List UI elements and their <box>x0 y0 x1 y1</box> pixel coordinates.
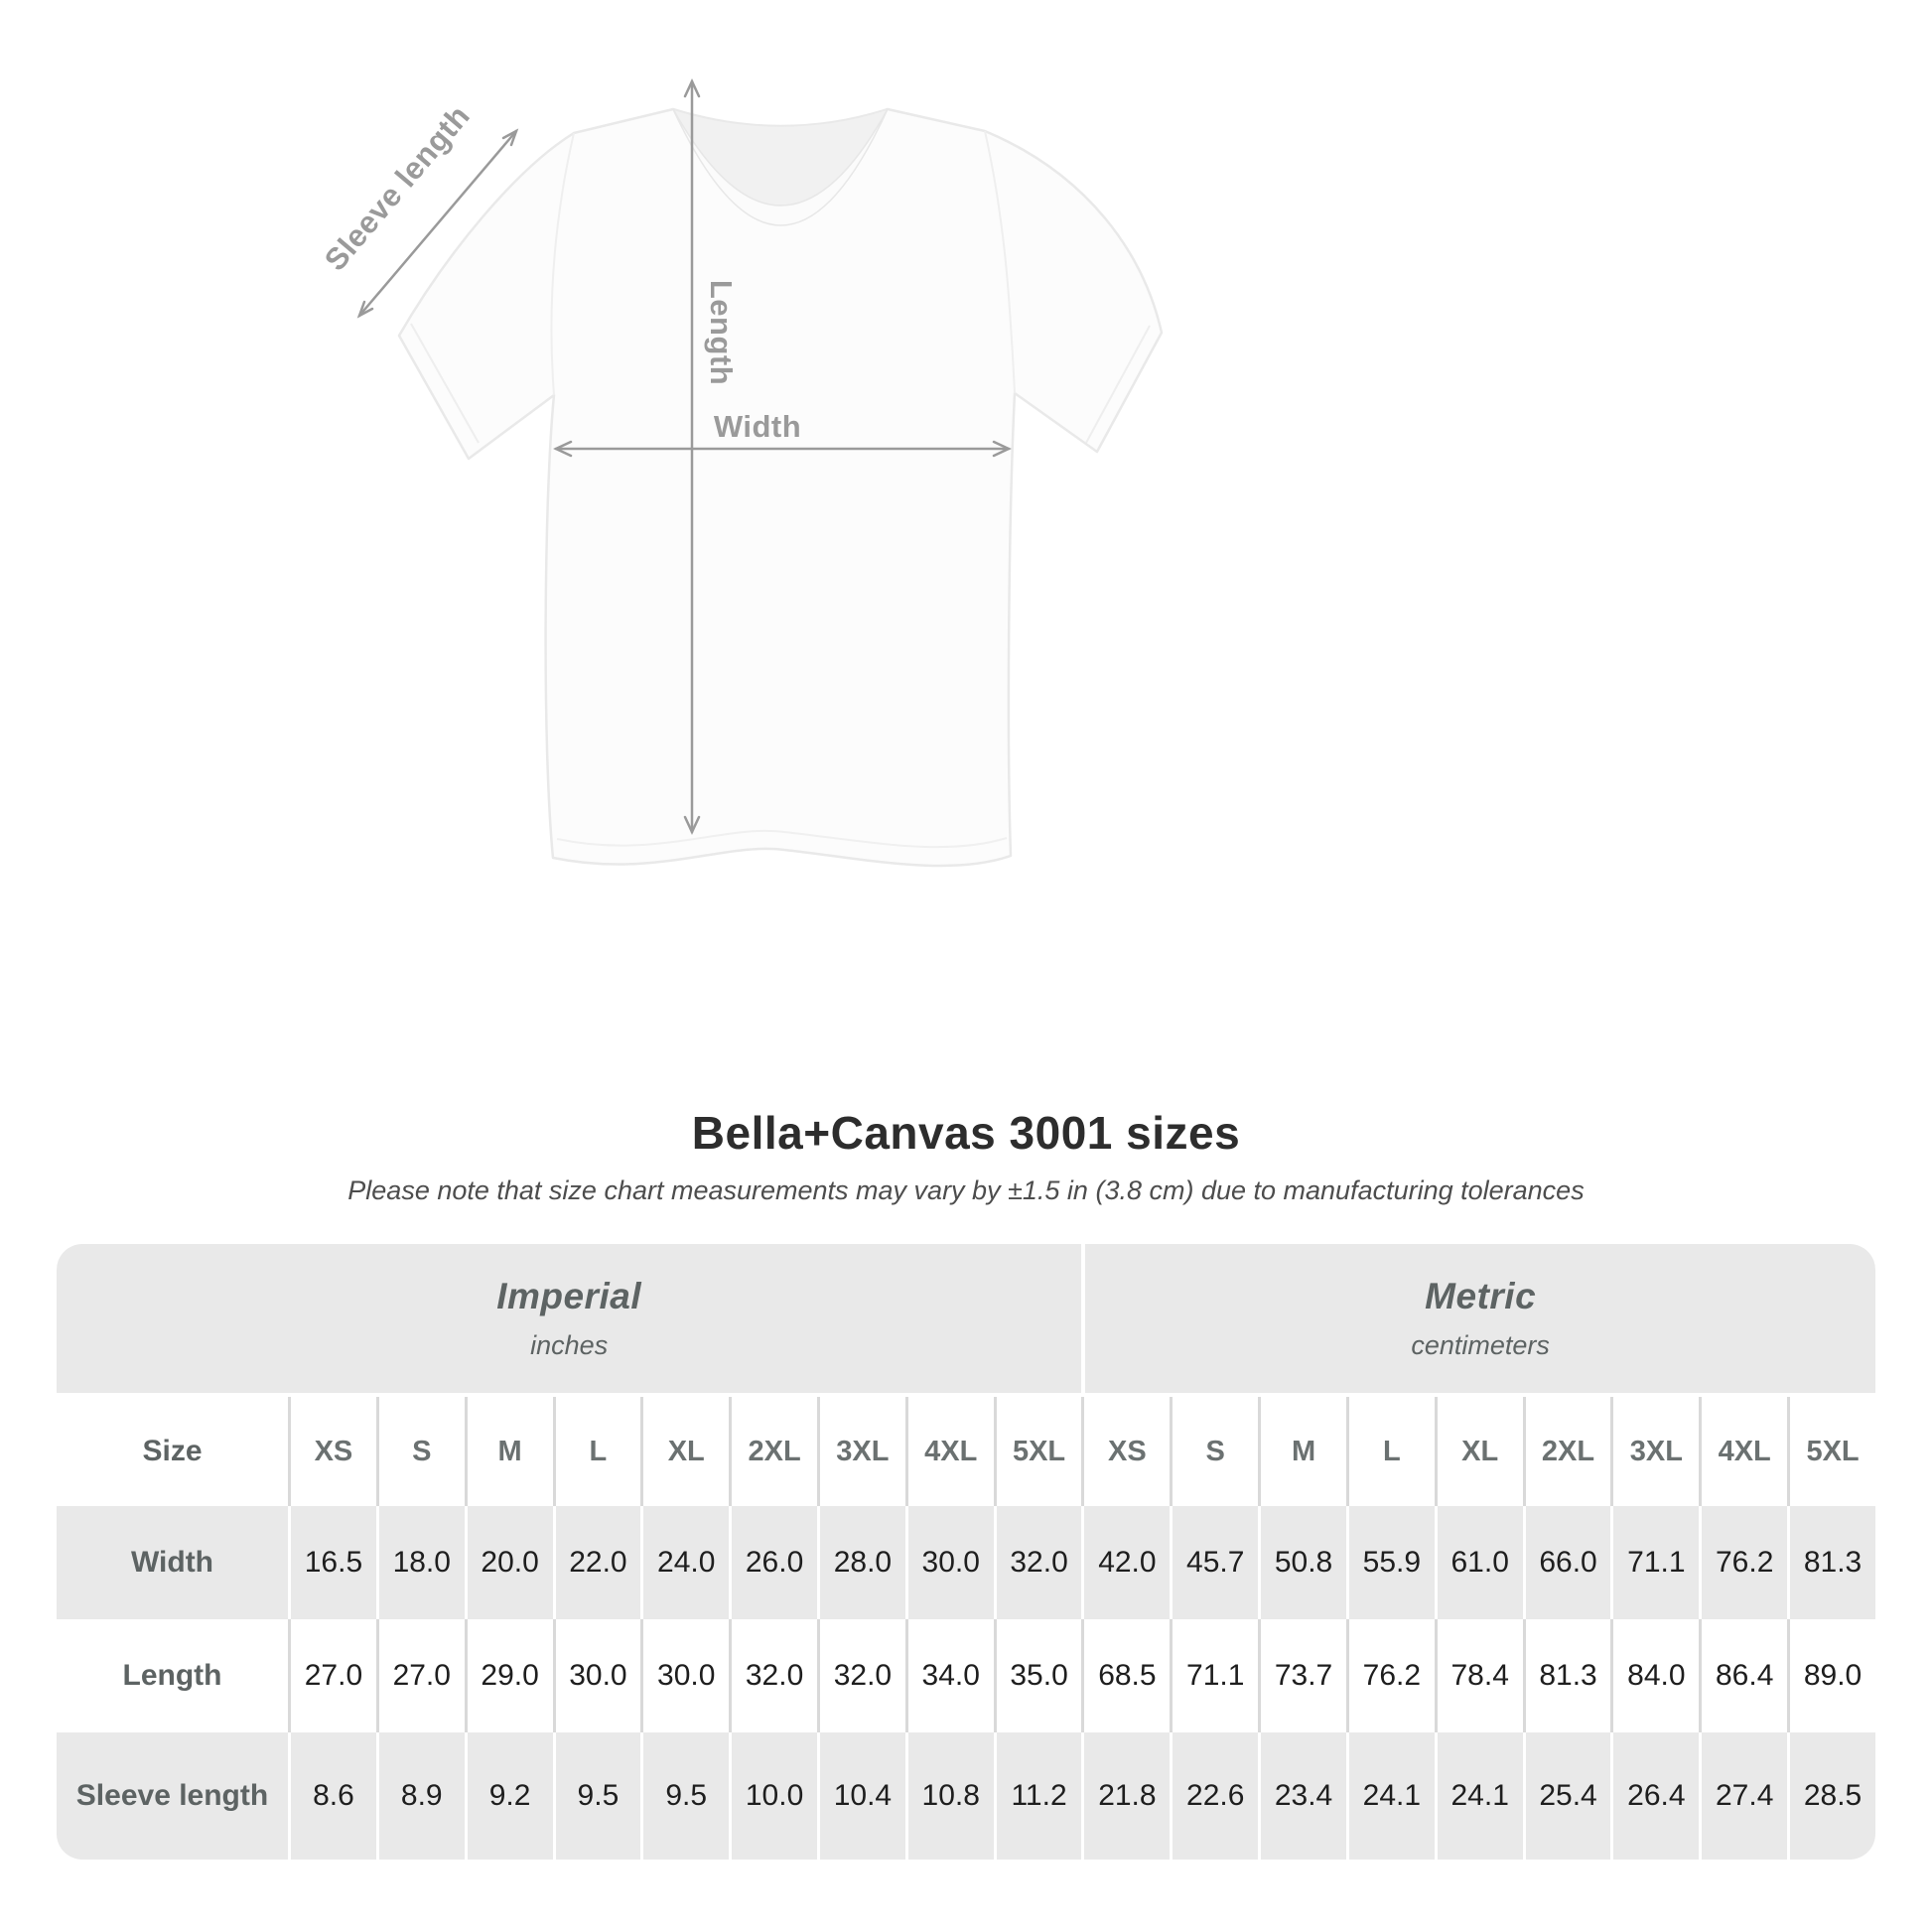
value-cell: 26.4 <box>1610 1732 1699 1860</box>
value-cell: 32.0 <box>729 1619 817 1732</box>
value-cell: 9.2 <box>465 1732 553 1860</box>
value-cell: 30.0 <box>553 1619 641 1732</box>
value-cell: 10.4 <box>817 1732 905 1860</box>
value-cell: 24.1 <box>1346 1732 1435 1860</box>
value-cell: 27.0 <box>376 1619 465 1732</box>
value-cell: 9.5 <box>553 1732 641 1860</box>
value-cell: 9.5 <box>640 1732 729 1860</box>
size-col-header-imperial-l: L <box>553 1397 641 1506</box>
title-block <box>0 1106 1932 1206</box>
value-cell: 66.0 <box>1523 1506 1611 1619</box>
value-cell: 10.0 <box>729 1732 817 1860</box>
size-col-header-metric-l: L <box>1346 1397 1435 1506</box>
size-col-header-metric-m: M <box>1258 1397 1346 1506</box>
value-cell: 71.1 <box>1170 1619 1258 1732</box>
value-cell: 24.0 <box>640 1506 729 1619</box>
value-cell: 28.0 <box>817 1506 905 1619</box>
value-cell: 32.0 <box>817 1619 905 1732</box>
unit-header-band <box>57 1244 1875 1393</box>
value-cell: 10.8 <box>905 1732 994 1860</box>
value-cell: 42.0 <box>1081 1506 1170 1619</box>
value-cell: 20.0 <box>465 1506 553 1619</box>
value-cell: 29.0 <box>465 1619 553 1732</box>
size-col-header-imperial-4xl: 4XL <box>905 1397 994 1506</box>
size-col-header-metric-xl: XL <box>1435 1397 1523 1506</box>
size-table <box>57 1397 1875 1860</box>
value-cell: 86.4 <box>1699 1619 1787 1732</box>
length-label: Length <box>704 279 739 386</box>
value-cell: 35.0 <box>994 1619 1082 1732</box>
metric-label: Metric <box>1425 1276 1537 1316</box>
page-title: Bella+Canvas 3001 sizes <box>691 1107 1241 1159</box>
size-col-header-metric-xs: XS <box>1081 1397 1170 1506</box>
imperial-unit-label: inches <box>530 1330 609 1360</box>
size-header-row <box>57 1397 1875 1506</box>
value-cell: 55.9 <box>1346 1506 1435 1619</box>
value-cell: 32.0 <box>994 1506 1082 1619</box>
size-col-header-imperial-s: S <box>376 1397 465 1506</box>
size-chart <box>57 1244 1875 1860</box>
value-cell: 24.1 <box>1435 1732 1523 1860</box>
imperial-header <box>57 1244 1081 1393</box>
size-col-header-metric-2xl: 2XL <box>1523 1397 1611 1506</box>
value-cell: 22.6 <box>1170 1732 1258 1860</box>
size-col-header-imperial-2xl: 2XL <box>729 1397 817 1506</box>
value-cell: 45.7 <box>1170 1506 1258 1619</box>
sleeve-length-label: Sleeve length <box>317 98 478 278</box>
value-cell: 27.4 <box>1699 1732 1787 1860</box>
value-cell: 61.0 <box>1435 1506 1523 1619</box>
value-cell: 30.0 <box>905 1506 994 1619</box>
value-cell: 26.0 <box>729 1506 817 1619</box>
size-col-header-metric-s: S <box>1170 1397 1258 1506</box>
row-label: Sleeve length <box>75 1779 269 1812</box>
row-label: Length <box>122 1659 222 1692</box>
value-cell: 89.0 <box>1787 1619 1875 1732</box>
size-col-header-imperial-5xl: 5XL <box>994 1397 1082 1506</box>
tolerance-note: Please note that size chart measurements may vary by ±1.5 in (3.8 cm) due to manufacturing tolerances <box>347 1175 1585 1205</box>
table-row <box>57 1732 1875 1860</box>
value-cell: 30.0 <box>640 1619 729 1732</box>
value-cell: 71.1 <box>1610 1506 1699 1619</box>
value-cell: 76.2 <box>1699 1506 1787 1619</box>
size-col-header-imperial-xl: XL <box>640 1397 729 1506</box>
value-cell: 22.0 <box>553 1506 641 1619</box>
value-cell: 78.4 <box>1435 1619 1523 1732</box>
size-col-header-imperial-3xl: 3XL <box>817 1397 905 1506</box>
metric-header <box>1085 1244 1875 1393</box>
metric-unit-label: centimeters <box>1411 1330 1550 1360</box>
value-cell: 27.0 <box>288 1619 376 1732</box>
table-row <box>57 1506 1875 1619</box>
value-cell: 84.0 <box>1610 1619 1699 1732</box>
value-cell: 28.5 <box>1787 1732 1875 1860</box>
value-cell: 23.4 <box>1258 1732 1346 1860</box>
value-cell: 76.2 <box>1346 1619 1435 1732</box>
table-row <box>57 1619 1875 1732</box>
value-cell: 18.0 <box>376 1506 465 1619</box>
value-cell: 68.5 <box>1081 1619 1170 1732</box>
value-cell: 73.7 <box>1258 1619 1346 1732</box>
value-cell: 8.6 <box>288 1732 376 1860</box>
value-cell: 8.9 <box>376 1732 465 1860</box>
size-col-header-metric-5xl: 5XL <box>1787 1397 1875 1506</box>
size-header-cell: Size <box>142 1435 203 1467</box>
value-cell: 81.3 <box>1523 1619 1611 1732</box>
value-cell: 34.0 <box>905 1619 994 1732</box>
width-label: Width <box>713 409 802 444</box>
value-cell: 50.8 <box>1258 1506 1346 1619</box>
row-label: Width <box>130 1546 214 1579</box>
value-cell: 25.4 <box>1523 1732 1611 1860</box>
size-col-header-metric-3xl: 3XL <box>1610 1397 1699 1506</box>
tshirt-silhouette <box>399 109 1162 866</box>
value-cell: 11.2 <box>994 1732 1082 1860</box>
value-cell: 81.3 <box>1787 1506 1875 1619</box>
size-col-header-imperial-xs: XS <box>288 1397 376 1506</box>
imperial-label: Imperial <box>496 1276 642 1316</box>
size-col-header-metric-4xl: 4XL <box>1699 1397 1787 1506</box>
value-cell: 21.8 <box>1081 1732 1170 1860</box>
value-cell: 16.5 <box>288 1506 376 1619</box>
size-col-header-imperial-m: M <box>465 1397 553 1506</box>
